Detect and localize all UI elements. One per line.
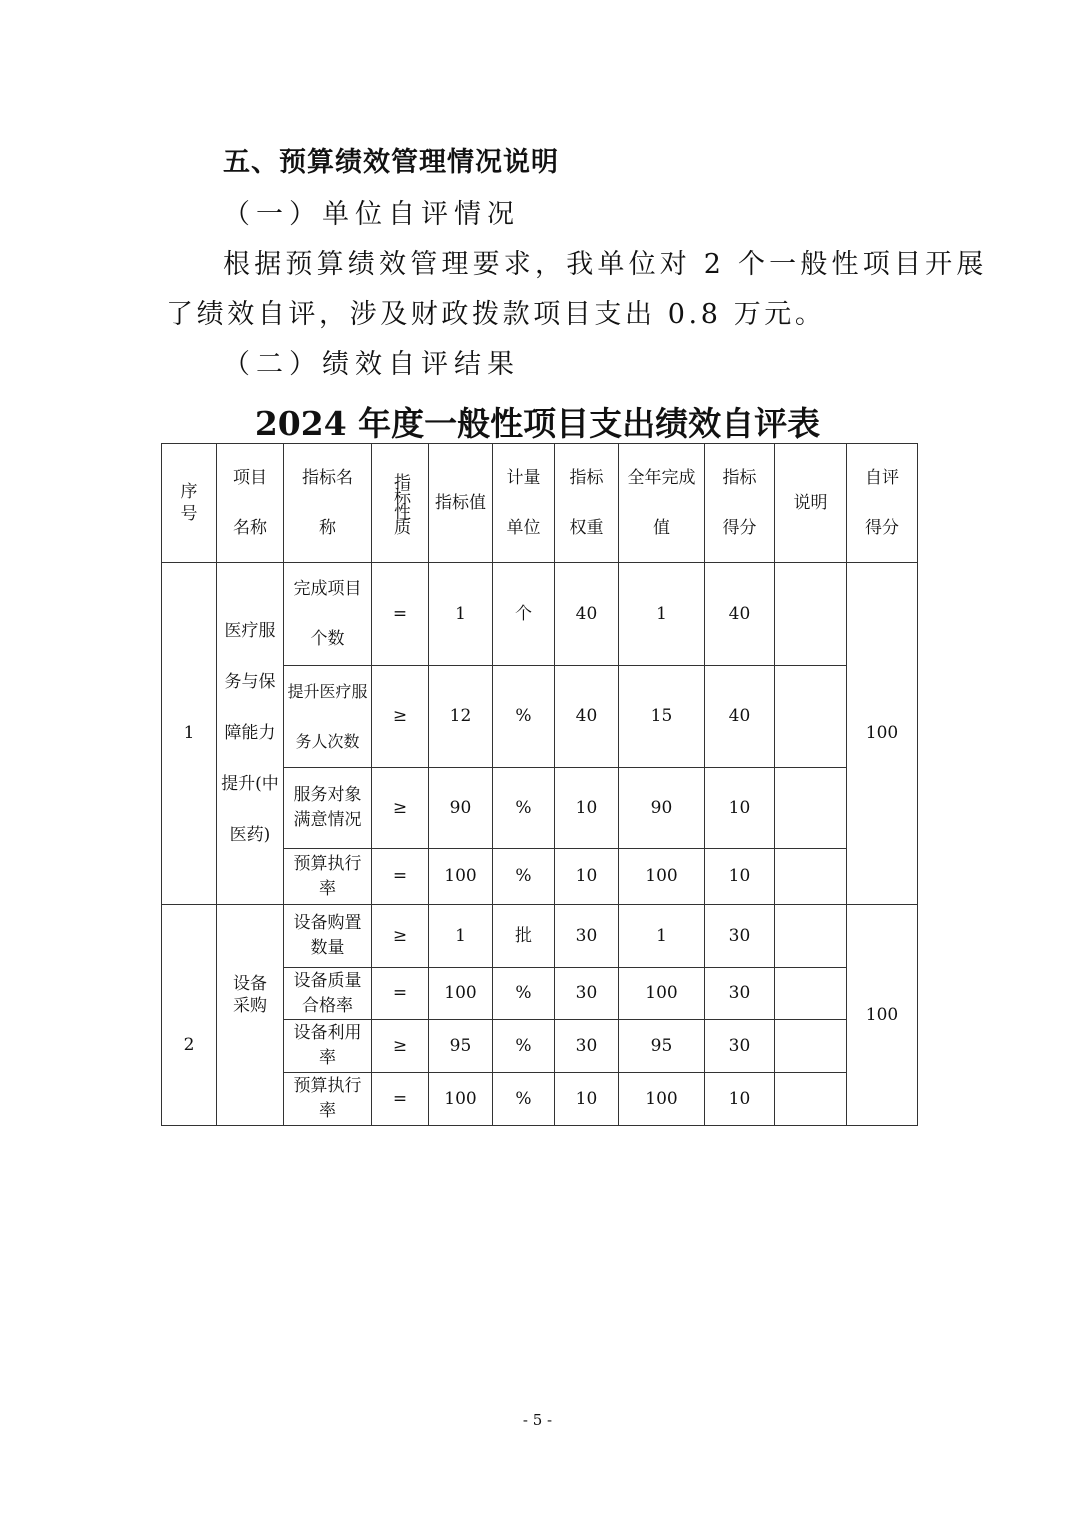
indicator-unit: % <box>493 968 555 1020</box>
indicator-actual: 1 <box>619 905 705 968</box>
page-number: - 5 - <box>522 1411 553 1429</box>
subheading-results: （二）绩效自评结果 <box>223 349 520 380</box>
indicator-nature: = <box>372 1073 429 1126</box>
table-header-row <box>162 444 918 563</box>
indicator-note <box>775 849 847 905</box>
indicator-nature: ≥ <box>372 905 429 968</box>
indicator-nature: = <box>372 563 429 666</box>
indicator-score: 40 <box>705 666 775 768</box>
indicator-note <box>775 1073 847 1126</box>
indicator-note <box>775 905 847 968</box>
indicator-name: 完成项目个数 <box>284 563 372 666</box>
header-seq: 序号 <box>162 444 217 563</box>
indicator-weight: 30 <box>555 968 619 1020</box>
table-title: 2024 年度一般性项目支出绩效自评表 <box>254 404 821 443</box>
header-unit: 计量单位 <box>493 444 555 563</box>
header-indicator-name: 指标名称 <box>284 444 372 563</box>
indicator-actual: 100 <box>619 1073 705 1126</box>
indicator-score: 30 <box>705 968 775 1020</box>
indicator-weight: 30 <box>555 1020 619 1073</box>
indicator-name: 提升医疗服务人次数 <box>284 666 372 768</box>
indicator-weight: 40 <box>555 563 619 666</box>
indicator-name: 服务对象满意情况 <box>284 768 372 849</box>
indicator-weight: 40 <box>555 666 619 768</box>
indicator-actual: 1 <box>619 563 705 666</box>
indicator-unit: 个 <box>493 563 555 666</box>
project-seq: 1 <box>162 563 217 905</box>
indicator-unit: % <box>493 666 555 768</box>
table-row <box>162 563 918 666</box>
header-weight: 指标权重 <box>555 444 619 563</box>
indicator-actual: 95 <box>619 1020 705 1073</box>
indicator-name: 设备利用率 <box>284 1020 372 1073</box>
indicator-actual: 15 <box>619 666 705 768</box>
indicator-unit: % <box>493 849 555 905</box>
section-heading: 五、预算绩效管理情况说明 <box>223 147 559 178</box>
subheading-self-evaluation: （一）单位自评情况 <box>223 199 520 230</box>
indicator-unit: 批 <box>493 905 555 968</box>
indicator-name: 预算执行率 <box>284 1073 372 1126</box>
indicator-nature: = <box>372 968 429 1020</box>
project-name: 设备采购 <box>217 905 284 1126</box>
indicator-actual: 100 <box>619 849 705 905</box>
indicator-weight: 30 <box>555 905 619 968</box>
indicator-value: 100 <box>429 849 493 905</box>
header-self-score: 自评得分 <box>847 444 918 563</box>
indicator-nature: ≥ <box>372 666 429 768</box>
indicator-name: 设备购置数量 <box>284 905 372 968</box>
indicator-value: 100 <box>429 968 493 1020</box>
header-value: 指标值 <box>429 444 493 563</box>
indicator-name: 预算执行率 <box>284 849 372 905</box>
header-project: 项目名称 <box>217 444 284 563</box>
indicator-note <box>775 1020 847 1073</box>
indicator-value: 100 <box>429 1073 493 1126</box>
indicator-score: 30 <box>705 1020 775 1073</box>
indicator-nature: ≥ <box>372 1020 429 1073</box>
indicator-unit: % <box>493 1020 555 1073</box>
project-self-score: 100 <box>847 905 918 1126</box>
header-score: 指标得分 <box>705 444 775 563</box>
indicator-unit: % <box>493 1073 555 1126</box>
indicator-value: 1 <box>429 905 493 968</box>
indicator-weight: 10 <box>555 1073 619 1126</box>
indicator-actual: 100 <box>619 968 705 1020</box>
indicator-weight: 10 <box>555 849 619 905</box>
indicator-value: 12 <box>429 666 493 768</box>
performance-table <box>161 443 918 1126</box>
indicator-note <box>775 563 847 666</box>
indicator-score: 30 <box>705 905 775 968</box>
indicator-note <box>775 968 847 1020</box>
indicator-score: 10 <box>705 768 775 849</box>
indicator-value: 95 <box>429 1020 493 1073</box>
indicator-name: 设备质量合格率 <box>284 968 372 1020</box>
indicator-actual: 90 <box>619 768 705 849</box>
indicator-value: 1 <box>429 563 493 666</box>
indicator-score: 40 <box>705 563 775 666</box>
indicator-unit: % <box>493 768 555 849</box>
indicator-nature: = <box>372 849 429 905</box>
indicator-note <box>775 666 847 768</box>
table-row <box>162 905 918 968</box>
header-actual: 全年完成值 <box>619 444 705 563</box>
indicator-nature: ≥ <box>372 768 429 849</box>
paragraph-line-1: 根据预算绩效管理要求，我单位对 2 个一般性项目开展 <box>223 249 988 280</box>
indicator-score: 10 <box>705 1073 775 1126</box>
paragraph-line-2: 了绩效自评，涉及财政拨款项目支出 0.8 万元。 <box>166 299 826 330</box>
project-name: 医疗服务与保障能力提升(中医药) <box>217 563 284 905</box>
header-note: 说明 <box>775 444 847 563</box>
project-self-score: 100 <box>847 563 918 905</box>
project-seq: 2 <box>162 905 217 1126</box>
indicator-value: 90 <box>429 768 493 849</box>
indicator-score: 10 <box>705 849 775 905</box>
header-nature: 指标性质 <box>372 444 429 563</box>
indicator-weight: 10 <box>555 768 619 849</box>
indicator-note <box>775 768 847 849</box>
